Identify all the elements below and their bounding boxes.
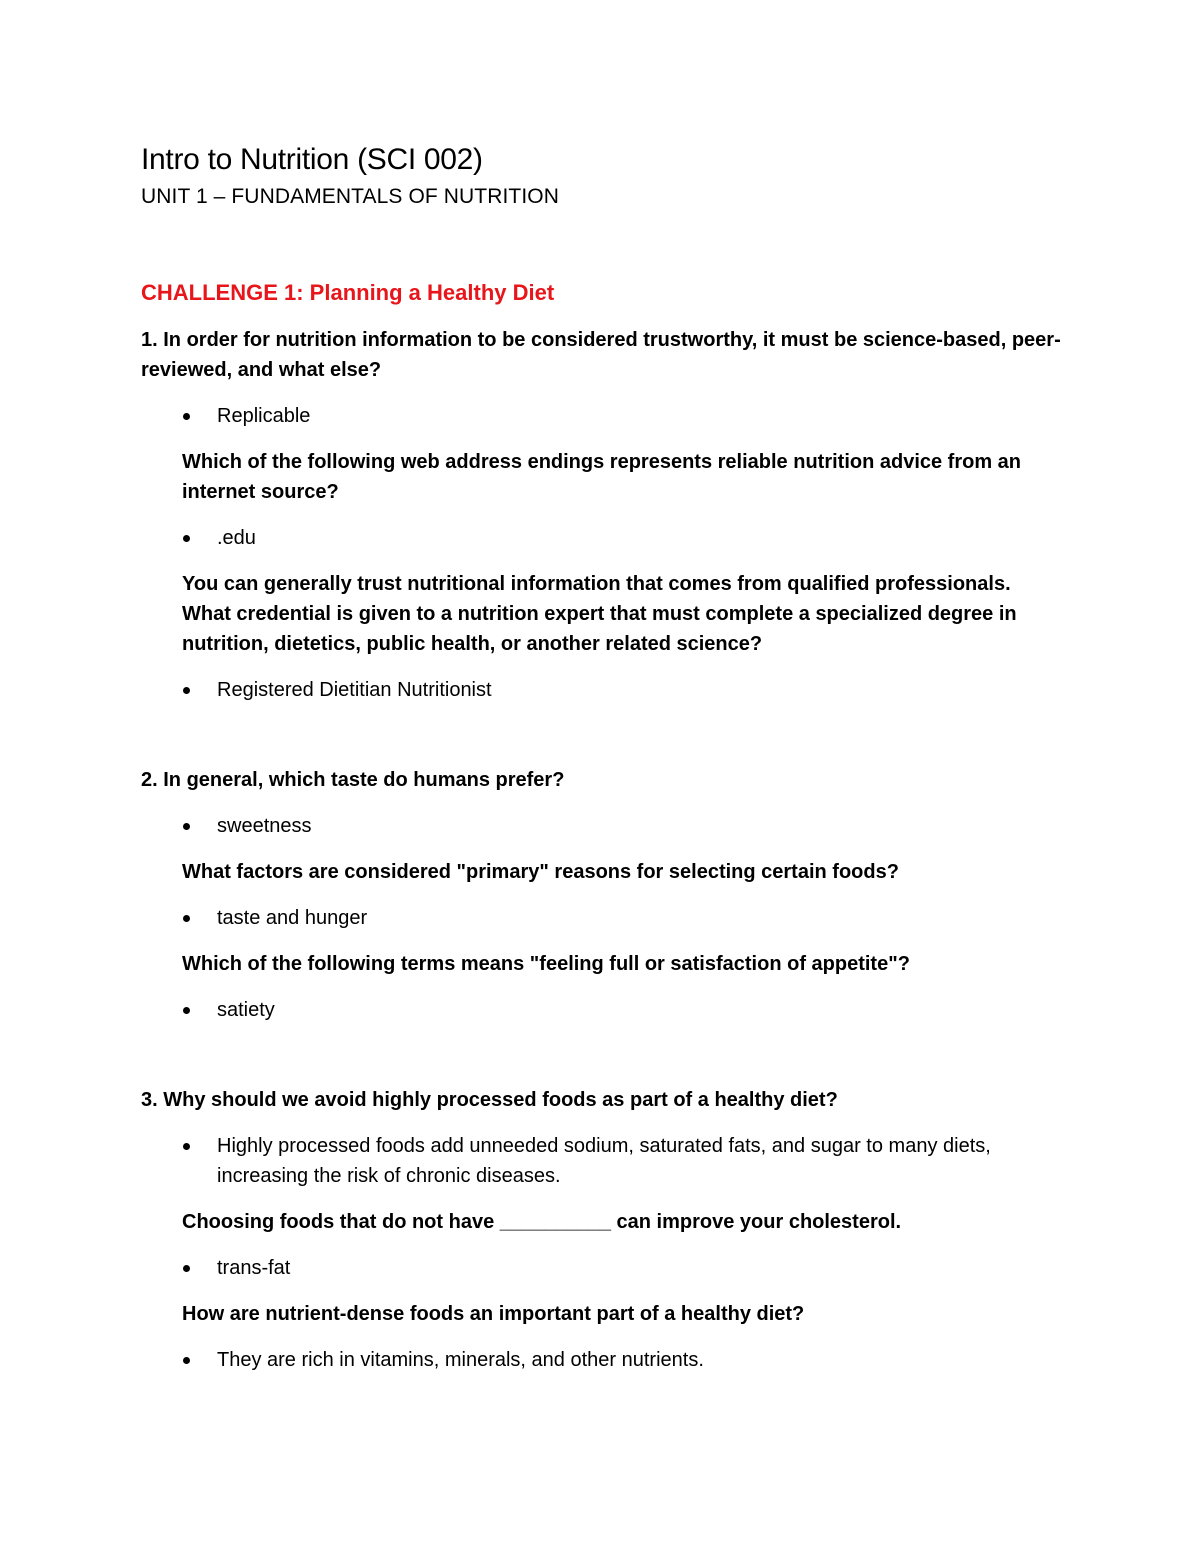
- bullet-icon: [183, 413, 190, 420]
- document-title: Intro to Nutrition (SCI 002): [141, 143, 483, 176]
- answer-text: Replicable: [217, 405, 311, 427]
- answer-text: They are rich in vitamins, minerals, and other nutrients.: [217, 1349, 704, 1371]
- answer-3c: [217, 1345, 1061, 1375]
- unit-heading: UNIT 1 – FUNDAMENTALS OF NUTRITION: [141, 185, 559, 208]
- bullet-icon: [183, 915, 190, 922]
- bullet-icon: [183, 1007, 190, 1014]
- answer-text: sweetness: [217, 815, 312, 837]
- bullet-icon: [183, 823, 190, 830]
- answer-3: [217, 1131, 1061, 1191]
- question-2c: Which of the following terms means "feeling full or satisfaction of appetite"?: [182, 953, 910, 975]
- answer-text: taste and hunger: [217, 907, 368, 929]
- answer-text: Highly processed foods add unneeded sodium, saturated fats, and sugar to many diets, increasing the risk of chronic diseases.: [217, 1135, 991, 1187]
- answer-2c: [217, 995, 1061, 1025]
- challenge-heading: CHALLENGE 1: Planning a Healthy Diet: [141, 280, 555, 305]
- answer-text: trans-fat: [217, 1257, 291, 1279]
- bullet-icon: [183, 687, 190, 694]
- question-2: 2. In general, which taste do humans prefer?: [141, 769, 565, 791]
- answer-text: Registered Dietitian Nutritionist: [217, 679, 492, 701]
- bullet-icon: [183, 1265, 190, 1272]
- document-content: [141, 140, 1061, 1375]
- answer-1c: [217, 675, 1061, 705]
- answer-2b: [217, 903, 1061, 933]
- answer-1b: [217, 523, 1061, 553]
- question-3c: How are nutrient-dense foods an important part of a healthy diet?: [182, 1303, 805, 1325]
- answer-1: [217, 401, 1061, 431]
- bullet-icon: [183, 1357, 190, 1364]
- question-1: 1. In order for nutrition information to be considered trustworthy, it must be science-based, peer-reviewed, and what else?: [141, 329, 1061, 381]
- answer-3b: [217, 1253, 1061, 1283]
- question-3b: Choosing foods that do not have __________ can improve your cholesterol.: [182, 1211, 902, 1233]
- question-3: 3. Why should we avoid highly processed foods as part of a healthy diet?: [141, 1089, 838, 1111]
- bullet-icon: [183, 535, 190, 542]
- question-1b: Which of the following web address endings represents reliable nutrition advice from an internet source?: [182, 451, 1022, 503]
- bullet-icon: [183, 1143, 190, 1150]
- question-2b: What factors are considered "primary" reasons for selecting certain foods?: [182, 861, 899, 883]
- answer-text: .edu: [217, 527, 256, 549]
- answer-text: satiety: [217, 999, 275, 1021]
- question-1c: You can generally trust nutritional information that comes from qualified professionals. What credential is given to a nutrition expert that must complete a specialized degree in nutrition, dietetics, public health, or another related science?: [182, 573, 1017, 655]
- answer-2: [217, 811, 1061, 841]
